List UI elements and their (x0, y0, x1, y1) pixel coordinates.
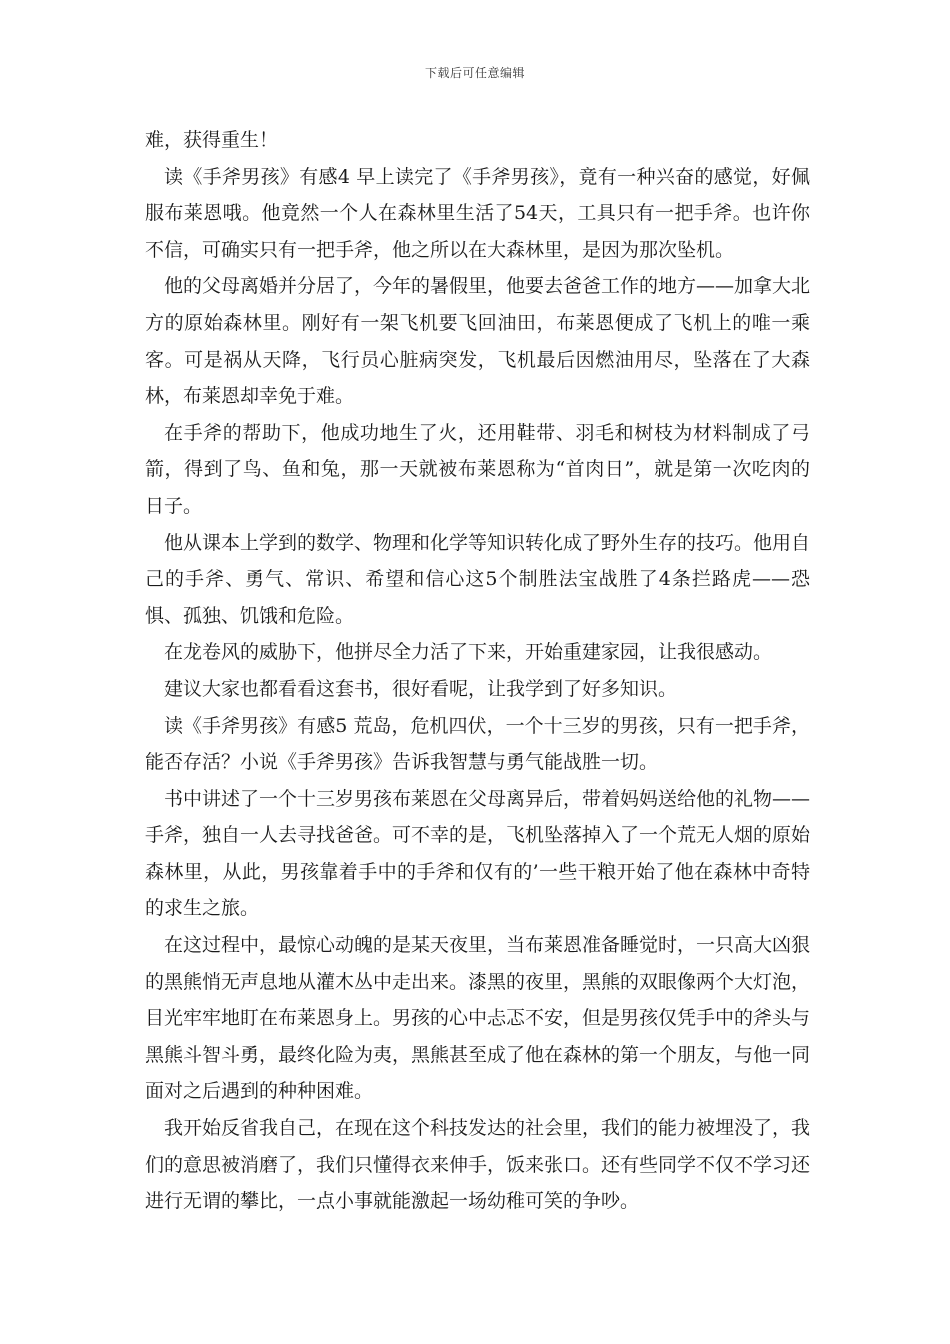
paragraph: 在这过程中，最惊心动魄的是某天夜里，当布莱恩准备睡觉时，一只高大凶狠的黑熊悄无声息地从灌木丛中走出来。漆黑的夜里，黑熊的双眼像两个大灯泡，目光牢牢地盯在布莱恩身上。男孩的心中忐忑不安，但是男孩仅凭手中的斧头与黑熊斗智斗勇，最终化险为夷，黑熊甚至成了他在森林的第一个朋友，与他一同面对之后遇到的种种困难。 (145, 934, 811, 1103)
paragraph: 在龙卷风的威胁下，他拼尽全力活了下来，开始重建家园，让我很感动。 (164, 641, 773, 664)
paragraph: 难，获得重生！ (145, 129, 279, 151)
paragraph: 读《手斧男孩》有感5 荒岛，危机四伏，一个十三岁的男孩，只有一把手斧，能否存活？小说《手斧男孩》告诉我智慧与勇气能战胜一切。 (145, 714, 810, 774)
document-body (145, 122, 810, 1220)
paragraph: 他从课本上学到的数学、物理和化学等知识转化成了野外生存的技巧。他用自己的手斧、勇气、常识、希望和信心这5个制胜法宝战胜了4条拦路虎——恐惧、孤独、饥饿和危险。 (145, 531, 811, 627)
paragraph: 我开始反省我自己，在现在这个科技发达的社会里，我们的能力被埋没了，我们的意思被消磨了，我们只懂得衣来伸手，饭来张口。还有些同学不仅不学习还进行无谓的攀比，一点小事就能激起一场幼稚可笑的争吵。 (145, 1117, 811, 1213)
paragraph: 读《手斧男孩》有感4 早上读完了《手斧男孩》，竟有一种兴奋的感觉，好佩服布莱恩哦。他竟然一个人在森林里生活了54天，工具只有一把手斧。也许你不信，可确实只有一把手斧，他之所以在大森林里，是因为那次坠机。 (145, 165, 810, 261)
paragraph: 建议大家也都看看这套书，很好看呢，让我学到了好多知识。 (164, 677, 678, 700)
page-header: 下载后可任意编辑 (424, 66, 525, 80)
paragraph: 书中讲述了一个十三岁男孩布莱恩在父母离异后，带着妈妈送给他的礼物——手斧，独自一人去寻找爸爸。可不幸的是，飞机坠落掉入了一个荒无人烟的原始森林里，从此，男孩靠着手中的手斧和仅有的’一些干粮开始了他在森林中奇特的求生之旅。 (145, 787, 811, 920)
paragraph: 他的父母离婚并分居了，今年的暑假里，他要去爸爸工作的地方——加拿大北方的原始森林里。刚好有一架飞机要飞回油田，布莱恩便成了飞机上的唯一乘客。可是祸从天降，飞行员心脏病突发，飞机最后因燃油用尽，坠落在了大森林，布莱恩却幸免于难。 (145, 275, 811, 408)
paragraph: 在手斧的帮助下，他成功地生了火，还用鞋带、羽毛和树枝为材料制成了弓箭，得到了鸟、鱼和兔，那一天就被布莱恩称为“首肉日”，就是第一次吃肉的日子。 (145, 421, 810, 517)
